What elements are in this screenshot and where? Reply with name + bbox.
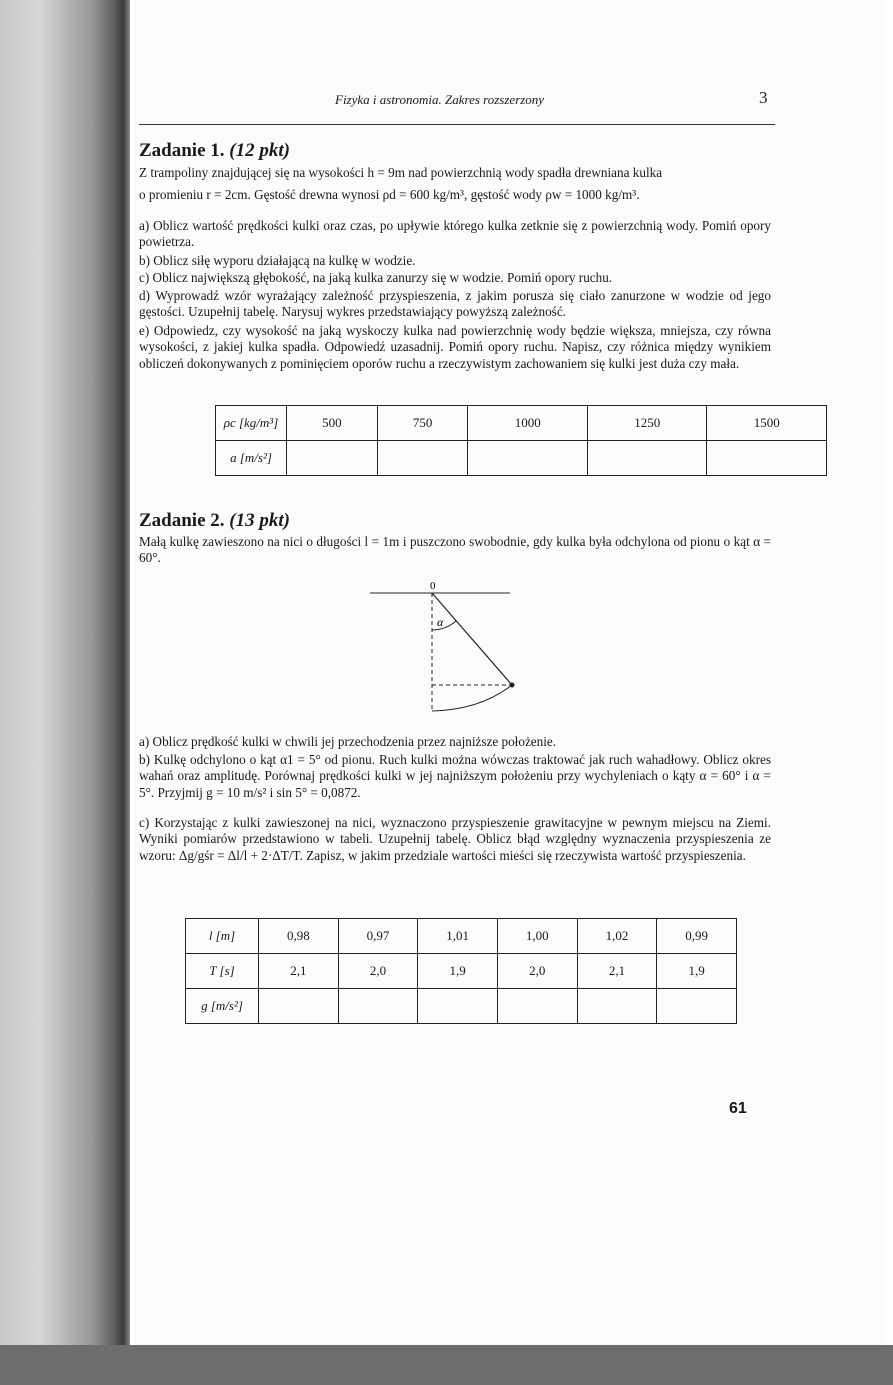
table2-cell: 2,1	[577, 954, 657, 989]
table2-period-label: T [s]	[186, 954, 259, 989]
table1-cell: 750	[377, 406, 468, 441]
table2-empty-cell	[418, 989, 498, 1024]
table2-cell: 1,01	[418, 919, 498, 954]
pendulum-diagram	[360, 578, 550, 718]
task2-title-text: Zadanie 2.	[139, 510, 225, 531]
task2-question-b: b) Kulkę odchylono o kąt α1 = 5° od pionu. Ruch kulki można wówczas traktować jak ruch wahadłowy. Oblicz okres wahań oraz amplitudę. Porównaj prędkości kulki w jej najniższym położeniu przy wychyleniach o kąty α = 60° i α = 5°. Przyjmij g = 10 m/s² i sin 5° = 0,0872.	[139, 752, 771, 800]
table1-accel-label: a [m/s²]	[216, 441, 287, 476]
task2-intro: Małą kulkę zawieszono na nici o długości l = 1m i puszczono swobodnie, gdy kulka była odchylona od pionu o kąt α = 60°.	[139, 534, 771, 566]
table1-empty-cell	[377, 441, 468, 476]
task1-question-a: a) Oblicz wartość prędkości kulki oraz czas, po upływie którego kulka zetknie się z powierzchnią wody. Pomiń opory powietrza.	[139, 218, 771, 250]
table2-cell: 2,0	[338, 954, 418, 989]
task1-question-c: c) Oblicz największą głębokość, na jaką kulka zanurzy się w wodzie. Pomiń opory ruchu.	[139, 270, 613, 285]
task1-intro-1: Z trampoliny znajdującej się na wysokości h = 9m nad powierzchnią wody spadła drewniana kulka	[139, 165, 663, 180]
page-header-number: 3	[759, 88, 768, 107]
table2-cell: 1,02	[577, 919, 657, 954]
table2-empty-cell	[577, 989, 657, 1024]
ball	[510, 683, 515, 688]
table2-length-label: l [m]	[186, 919, 259, 954]
table2-empty-cell	[657, 989, 737, 1024]
angle-arc	[432, 621, 456, 630]
task2-points: (13 pkt)	[229, 510, 290, 531]
trajectory-arc	[432, 685, 512, 711]
task1-question-b: b) Oblicz siłę wyporu działającą na kulkę w wodzie.	[139, 253, 416, 268]
task1-title-text: Zadanie 1.	[139, 140, 225, 161]
binding-shadow	[0, 0, 130, 1345]
table2-cell: 0,98	[259, 919, 339, 954]
table1-empty-cell	[468, 441, 588, 476]
table2-cell: 2,0	[497, 954, 577, 989]
table2-cell: 0,99	[657, 919, 737, 954]
table1-cell: 500	[287, 406, 378, 441]
table2-cell: 1,00	[497, 919, 577, 954]
table1-empty-cell	[287, 441, 378, 476]
table1-empty-cell	[587, 441, 707, 476]
table2-cell: 1,9	[418, 954, 498, 989]
pivot-label: 0	[430, 580, 436, 592]
table2-cell: 1,9	[657, 954, 737, 989]
table2-empty-cell	[497, 989, 577, 1024]
page-header-title: Fizyka i astronomia. Zakres rozszerzony	[335, 92, 545, 107]
task2-table	[185, 918, 737, 1024]
task1-intro-2: o promieniu r = 2cm. Gęstość drewna wynosi ρd = 600 kg/m³, gęstość wody ρw = 1000 kg/m³.	[139, 187, 640, 202]
table2-gravity-label: g [m/s²]	[186, 989, 259, 1024]
task1-question-d: d) Wyprowadź wzór wyrażający zależność przyspieszenia, z jakim porusza się ciało zanurzone w wodzie od jego gęstości. Uzupełnij tabelę. Narysuj wykres przedstawiający powyższą zależność.	[139, 288, 771, 320]
page	[135, 0, 885, 1345]
header-rule	[139, 124, 775, 125]
table1-empty-cell	[707, 441, 827, 476]
task1-title	[139, 140, 290, 162]
table2-cell: 0,97	[338, 919, 418, 954]
table1-cell: 1500	[707, 406, 827, 441]
task1-question-e: e) Odpowiedz, czy wysokość na jaką wyskoczy kulka nad powierzchnię wody będzie większa, mniejsza, czy równa wysokości, z jakiej kulka spadła. Odpowiedź uzasadnij. Pomiń opory ruchu. Napisz, czy różnica między wynikiem obliczeń dokonywanych z pominięciem oporów ruchu a rzeczywistym zachowaniem się kulki jest duża czy mała.	[139, 323, 771, 371]
angle-label: α	[437, 615, 444, 629]
table2-empty-cell	[259, 989, 339, 1024]
scan-edge	[0, 1345, 893, 1385]
table1-cell: 1250	[587, 406, 707, 441]
task2-question-c: c) Korzystając z kulki zawieszonej na nici, wyznaczono przyspieszenie grawitacyjne w pewnym miejscu na Ziemi. Wyniki pomiarów przedstawiono w tabeli. Uzupełnij tabelę. Oblicz błąd względny wyznaczenia przyspieszenia ze wzoru: Δg/gśr = Δl/l + 2·ΔT/T. Zapisz, w jakim przedziale wartości mieści się rzeczywista wartość przyspieszenia.	[139, 815, 771, 863]
task2-question-a: a) Oblicz prędkość kulki w chwili jej przechodzenia przez najniższe położenie.	[139, 734, 557, 749]
footer-page-number: 61	[729, 1100, 747, 1117]
task2-title	[139, 510, 290, 532]
string-line	[432, 593, 512, 685]
table2-cell: 2,1	[259, 954, 339, 989]
task1-points: (12 pkt)	[229, 140, 290, 161]
table2-empty-cell	[338, 989, 418, 1024]
table1-density-label: ρc [kg/m³]	[216, 406, 287, 441]
table1-cell: 1000	[468, 406, 588, 441]
task1-table	[215, 405, 827, 476]
